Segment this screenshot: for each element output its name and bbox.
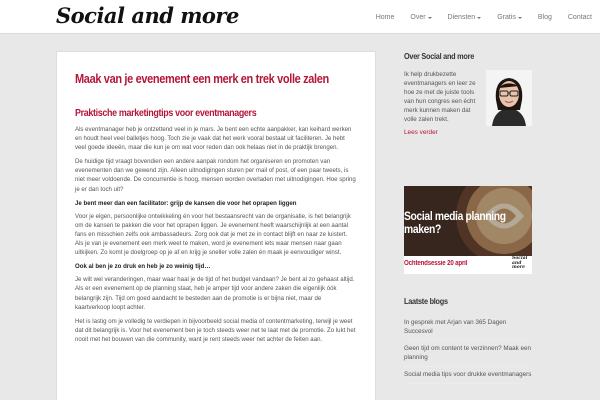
blog-link[interactable]: Social media tips voor drukke eventmanagers: [404, 367, 532, 384]
nav-home-label: Home: [375, 13, 395, 21]
nav-over[interactable]: [402, 14, 439, 21]
promo-logo: Social and more: [512, 256, 528, 270]
main-nav: [368, 0, 600, 34]
article-heading: Ook al ben je zo druk en heb je zo weinig tijd…: [75, 263, 211, 271]
latest-blogs-widget: [404, 296, 532, 384]
nav-home[interactable]: [368, 14, 403, 21]
sidebar: [404, 51, 532, 378]
nav-over-label: Over: [410, 13, 426, 21]
blog-link[interactable]: Geen tijd om content te verzinnen? Maak een planning: [404, 341, 532, 367]
nav-diensten[interactable]: [440, 14, 490, 21]
nav-blog[interactable]: [530, 14, 560, 21]
promo-subtitle: Ochtendsessie 20 april: [404, 260, 468, 267]
article-paragraph: Voor je eigen, persoonlijke ontwikkeling én voor het bestaansrecht van de organisatie, is het belangrijk om de kansen te pakken die voor het oprapen liggen. Je evenement heeft waarschijnlijk al een aantal fans en misschien zelfs ook ambassadeurs. Zorg ook dat je met ze in contact blijft en naar ze luistert. Als je van je evenement een merk weet te maken, word je evenement iets waar mensen naar gaan uitkijken. Zo komt je doelgroep op je af en krijg je sneller volle zalen én maak je eenvoudiger winst.: [75, 212, 351, 257]
caret-down-icon: [428, 17, 432, 19]
about-widget-title: Over Social and more: [404, 51, 475, 61]
site-header: [0, 0, 600, 34]
article-paragraph: Als eventmanager heb je ontzettend veel in je mars. Je bent een echte aanpakker, kan keihard werken en houdt heel veel balletjes hoog. Toch zie je vaak dat het werk vooral bestaat uit faciliteren. Je hebt veel goede ideeën, maar die kun je om wat voor reden dan ook helaas niet in de praktijk brengen.: [75, 126, 352, 152]
nav-gratis[interactable]: [489, 14, 530, 21]
caret-down-icon: [477, 17, 481, 19]
about-text: Ik help drukbezette eventmanagers en leer ze hoe ze met de juiste tools van hun congres een écht merk kunnen maken dat volle zalen trekt.: [404, 71, 476, 124]
article-heading: Je bent meer dan een facilitator: grijp de kansen die voor het oprapen liggen: [75, 199, 297, 207]
avatar: [486, 70, 532, 126]
caret-down-icon: [518, 17, 522, 19]
about-widget: [404, 70, 532, 150]
article-paragraph: Je wilt wel veranderingen, maar waar haal je de tijd of het budget vandaan? Je bent al zo gehaast altijd. Als er een evenement op de planning staat, heb je amper tijd voor andere zaken die eigenlijk óók belangrijk zijn. Tijd om goed aandacht te besteden aan de promotie is er bijna niet, maar de kaartverkoop loopt achter.: [75, 276, 355, 311]
article-paragraph: Het is lastig om je volledig te verdiepen in bijvoorbeeld social media of contentmarketing, terwijl je weet dat dit belangrijk is. Voor het evenement ben je toch steeds weer net te laat met de promotie. Zo lukt het nooit met het bouwen van die community, want je rent steeds weer net achter de feiten aan.: [75, 317, 356, 343]
nav-contact-label: Contact: [567, 13, 592, 21]
blog-link[interactable]: In gesprek met Arjan van 365 Dagen Succesvol: [404, 315, 532, 341]
nav-contact[interactable]: [560, 14, 600, 21]
article-subtitle: Praktische marketingtips voor eventmanagers: [75, 107, 257, 119]
promo-title: Social media planning maken?: [404, 209, 506, 236]
article-paragraph: De huidige tijd vraagt bovendien een andere aanpak rondom het organiseren en promoten van evenementen dan we gewend zijn. Alleen uitnodigingen sturen per mail of post, of een paar tweets, is niet meer voldoende. De concurrentie is hoog, mensen worden overladen met uitnodigingen. Hoe spring je er dan toch uit?: [75, 158, 356, 193]
read-more-link[interactable]: Lees verder: [404, 128, 438, 136]
article-title: Maak van je evenement een merk en trek volle zalen: [75, 72, 329, 86]
article-card: [56, 51, 376, 400]
nav-diensten-label: Diensten: [447, 13, 476, 21]
site-logo[interactable]: Social and more: [56, 3, 239, 28]
nav-blog-label: Blog: [537, 13, 552, 21]
blogs-widget-title: Laatste blogs: [404, 296, 448, 306]
nav-gratis-label: Gratis: [497, 13, 516, 21]
promo-banner[interactable]: [404, 186, 532, 274]
